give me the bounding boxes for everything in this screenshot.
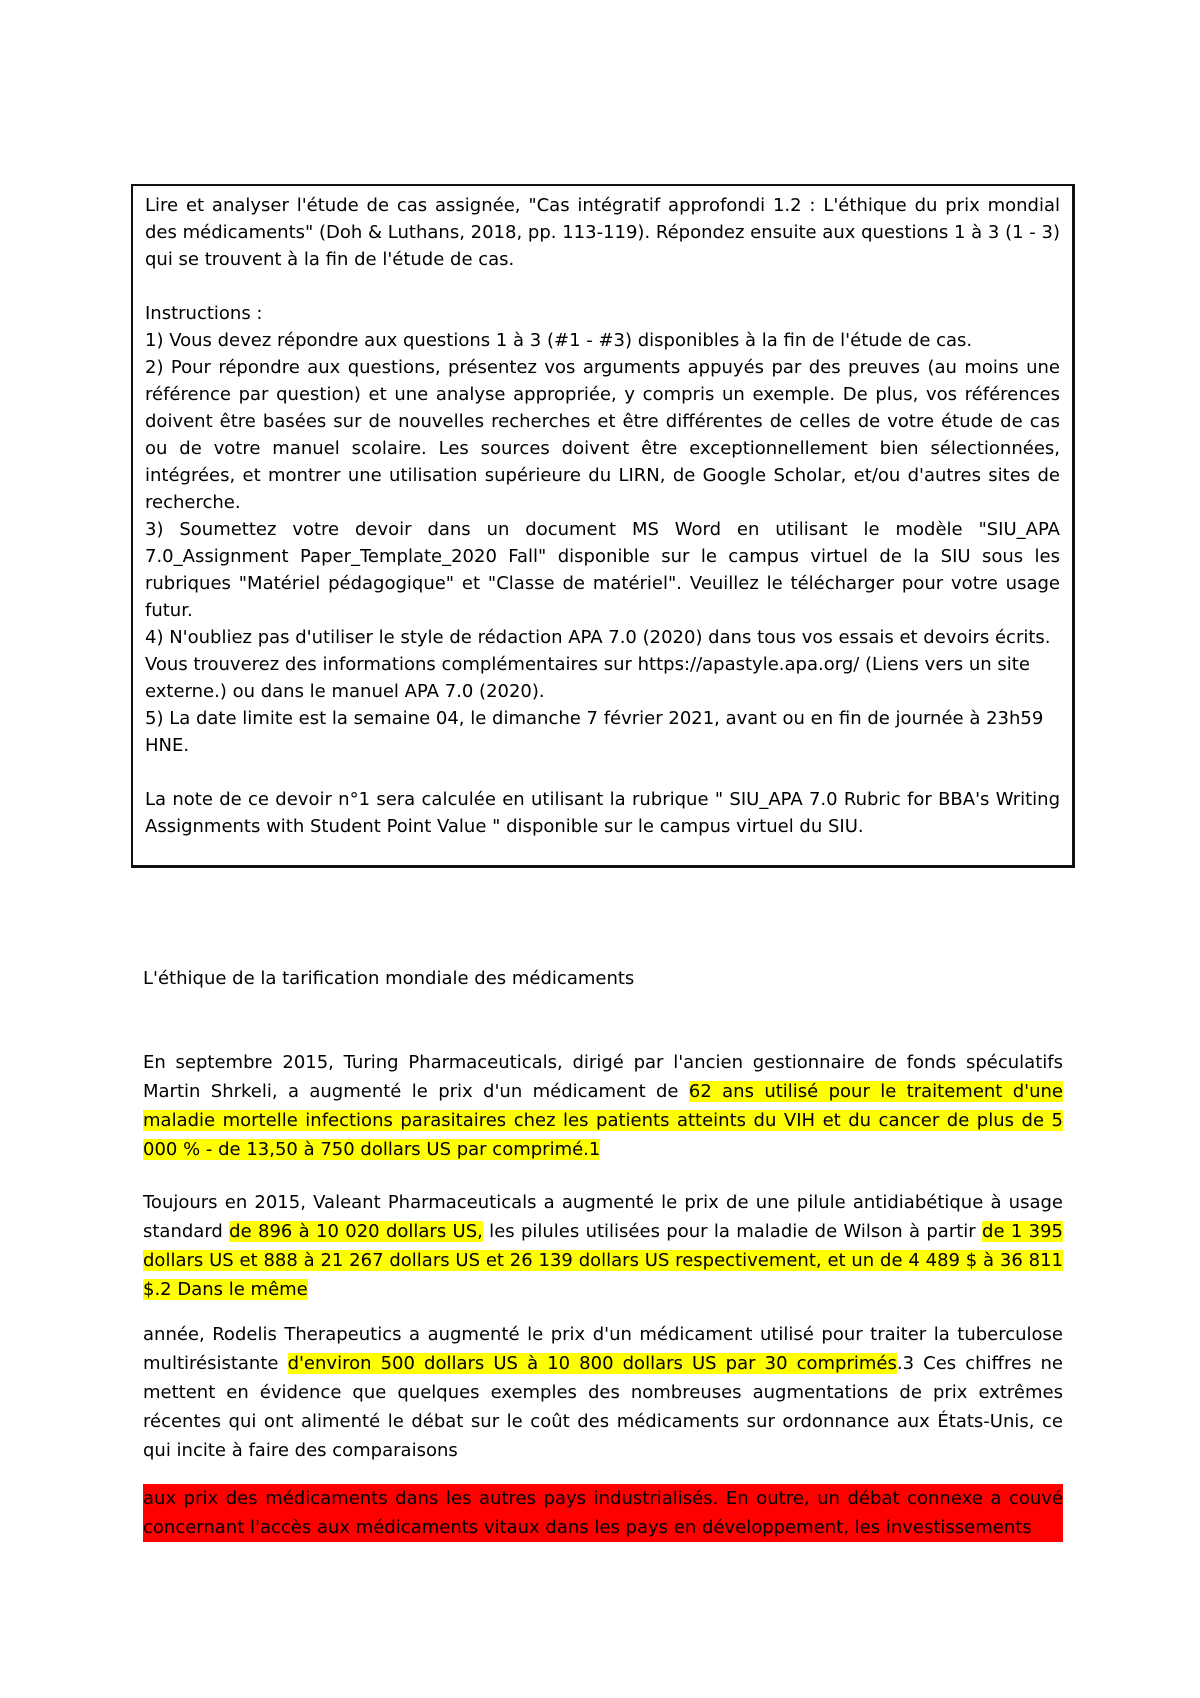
blank-line bbox=[145, 273, 1060, 300]
blank-line bbox=[145, 759, 1060, 786]
paragraph-1-highlight: 62 ans utilisé pour le traitement d'une maladie mortelle infections parasitaires chez les patients atteints du VIH et du cancer de plus de 5 000 % - de 13,50 à 750 dollars US par comprimé.1 bbox=[143, 1081, 1063, 1160]
paragraph-4-red-highlight: aux prix des médicaments dans les autres pays industrialisés. En outre, un débat connexe a couvé concernant l'accès aux médicaments vitaux dans les pays en développement, les investissements bbox=[143, 1484, 1063, 1542]
paragraph-2-text-a: Toujours en 2015, Valeant Pharmaceuticals a augmenté le prix de une pilule antidiabétique à usage standard bbox=[143, 1192, 1063, 1242]
instructions-heading: Instructions : bbox=[145, 303, 263, 324]
paragraph-2-highlight-a: de 896 à 10 020 dollars US, bbox=[229, 1221, 483, 1242]
section-title: L'éthique de la tarification mondiale des médicaments bbox=[143, 968, 635, 989]
instruction-item-5: 5) La date limite est la semaine 04, le dimanche 7 février 2021, avant ou en fin de journée à 23h59 HNE. bbox=[145, 708, 1044, 756]
instruction-item-2: 2) Pour répondre aux questions, présentez vos arguments appuyés par des preuves (au moins une référence par question) et une analyse appropriée, y compris un exemple. De plus, vos références doivent être basées sur de nouvelles recherches et être différentes de celles de votre étude de cas ou de votre manuel scolaire. Les sources doivent être exceptionnellement bien sélectionnées, intégrées, et montrer une utilisation supérieure du LIRN, de Google Scholar, et/ou d'autres sites de recherche. bbox=[145, 357, 1060, 513]
instructions-box bbox=[131, 184, 1075, 868]
paragraph-3-highlight: d'environ 500 dollars US à 10 800 dollars US par 30 comprimés bbox=[287, 1353, 897, 1374]
paragraph-3-text-a: année, Rodelis Therapeutics a augmenté le prix d'un médicament utilisé pour traiter la tuberculose multirésistante bbox=[143, 1324, 1063, 1374]
instructions-intro: Lire et analyser l'étude de cas assignée, "Cas intégratif approfondi 1.2 : L'éthique du prix mondial des médicaments" (Doh & Luthans, 2018, pp. 113-119). Répondez ensuite aux questions 1 à 3 (1 - 3) qui se trouvent à la fin de l'étude de cas. bbox=[145, 195, 1060, 270]
paragraph-3-text-b: .3 Ces chiffres ne mettent en évidence que quelques exemples des nombreuses augmentations de prix extrêmes récentes qui ont alimenté le débat sur le coût des médicaments sur ordonnance aux États-Unis, ce qui incite à faire des comparaisons bbox=[143, 1353, 1063, 1461]
paragraph-3 bbox=[143, 1320, 1063, 1465]
paragraph-2-text-b: les pilules utilisées pour la maladie de Wilson à partir bbox=[482, 1221, 983, 1242]
paragraph-1 bbox=[143, 1048, 1063, 1164]
paragraph-2-highlight-b: de 1 395 dollars US et 888 à 21 267 dollars US et 26 139 dollars US respectivement, et un de 4 489 $ à 36 811 $.2 Dans le même bbox=[143, 1221, 1063, 1300]
instruction-item-4: 4) N'oubliez pas d'utiliser le style de rédaction APA 7.0 (2020) dans tous vos essais et devoirs écrits. Vous trouverez des informations complémentaires sur https://apastyle.apa.org/ (Liens vers un site externe.) ou dans le manuel APA 7.0 (2020). bbox=[145, 627, 1051, 702]
paragraph-1-text: En septembre 2015, Turing Pharmaceuticals, dirigé par l'ancien gestionnaire de fonds spéculatifs Martin Shrkeli, a augmenté le prix d'un médicament de bbox=[143, 1052, 1063, 1102]
instruction-item-3: 3) Soumettez votre devoir dans un document MS Word en utilisant le modèle "SIU_APA 7.0_Assignment Paper_Template_2020 Fall" disponible sur le campus virtuel de la SIU sous les rubriques "Matériel pédagogique" et "Classe de matériel". Veuillez le télécharger pour votre usage futur. bbox=[145, 519, 1060, 621]
instruction-item-1: 1) Vous devez répondre aux questions 1 à 3 (#1 - #3) disponibles à la fin de l'étude de cas. bbox=[145, 330, 973, 351]
paragraph-2 bbox=[143, 1188, 1063, 1304]
grading-note: La note de ce devoir n°1 sera calculée en utilisant la rubrique " SIU_APA 7.0 Rubric for BBA's Writing Assignments with Student Point Value " disponible sur le campus virtuel du SIU. bbox=[145, 789, 1060, 837]
